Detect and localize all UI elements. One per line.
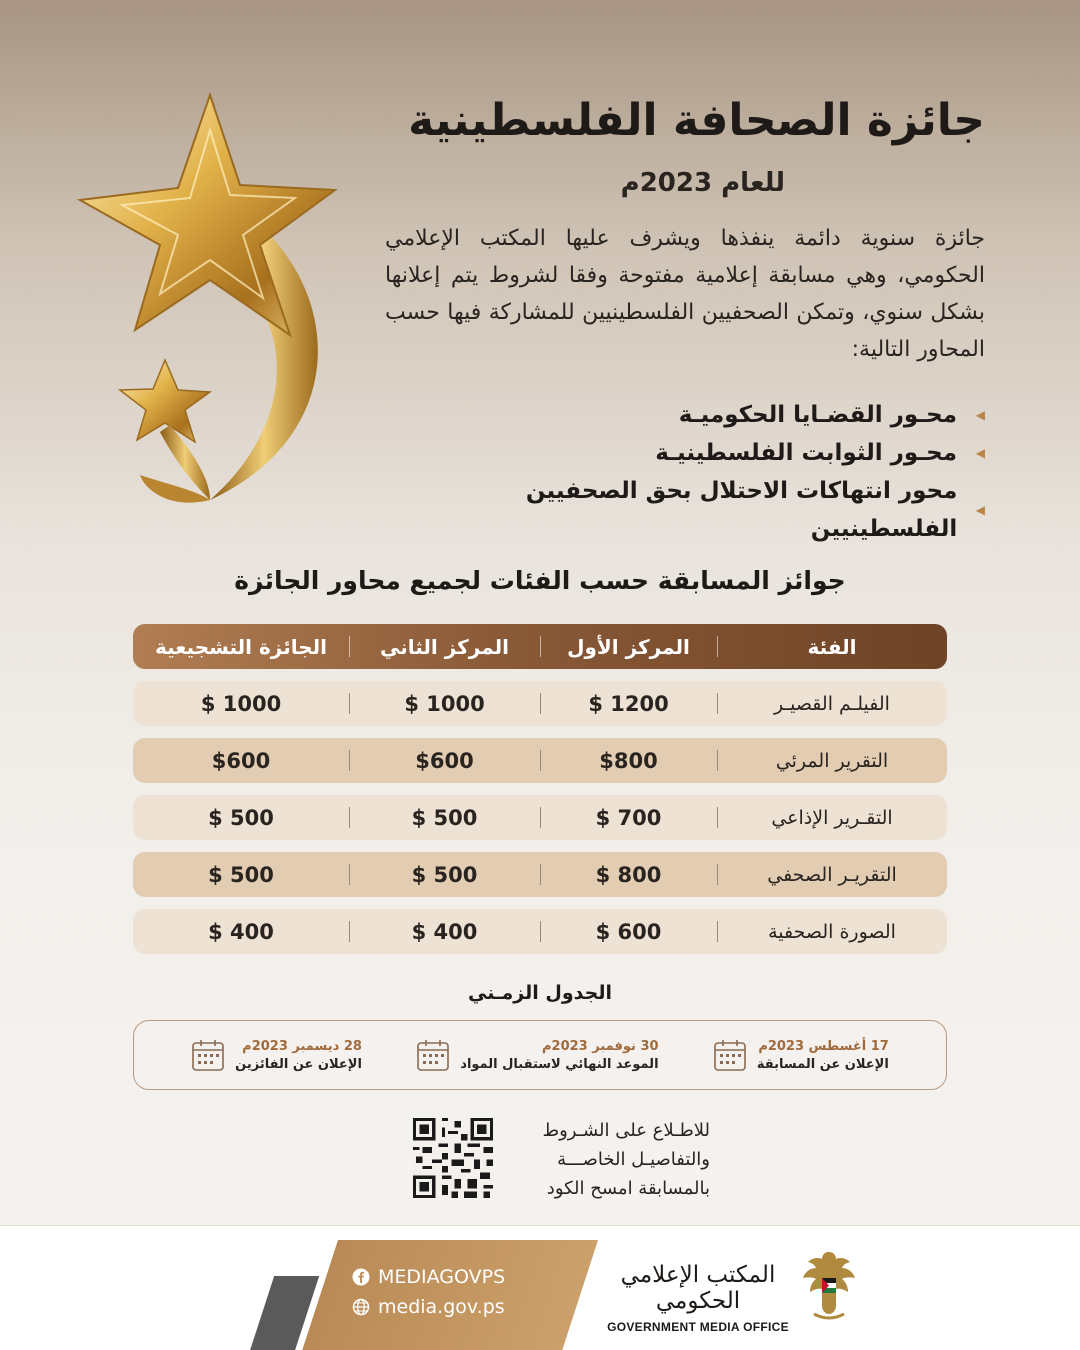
org-name-english: GOVERNMENT MEDIA OFFICE	[607, 1320, 789, 1334]
timeline-label: الإعلان عن الفائزين	[235, 1056, 362, 1072]
first-place-cell: $ 700	[540, 795, 717, 840]
first-place-cell: $ 600	[540, 909, 717, 954]
axis-item: ◀ محـور الثوابت الفلسطينيـة	[385, 434, 985, 472]
org-logo-text	[603, 1262, 793, 1334]
website-url: media.gov.ps	[378, 1296, 505, 1318]
timeline-label: الإعلان عن المسابقة	[756, 1056, 889, 1072]
timeline-item	[191, 1038, 362, 1072]
first-place-cell: $ 1200	[540, 681, 717, 726]
timeline-item	[713, 1038, 889, 1072]
timeline-item	[416, 1038, 658, 1072]
category-cell: الصورة الصحفية	[717, 909, 947, 954]
facebook-link[interactable]	[352, 1262, 505, 1292]
axes-list	[385, 396, 985, 548]
timeline-label: الموعد النهائي لاستقبال المواد	[460, 1056, 659, 1072]
gold-stars-graphic	[60, 80, 360, 520]
axis-item: ◀ محـور القضـايا الحكوميـة	[385, 396, 985, 434]
first-place-cell: $800	[540, 738, 717, 783]
encouragement-cell: $600	[211, 748, 271, 773]
axis-item: ◀ محور انتهاكات الاحتلال بحق الصحفيين الفلسطينيين	[525, 478, 985, 542]
first-place-cell: $ 800	[540, 852, 717, 897]
second-place-cell: $ 1000	[349, 681, 540, 726]
column-header: المركز الثاني	[349, 624, 540, 669]
social-links	[352, 1262, 505, 1322]
timeline-date: 28 ديسمبر 2023م	[242, 1038, 362, 1054]
timeline-box	[133, 1020, 947, 1090]
website-link[interactable]	[352, 1292, 505, 1322]
table-row	[133, 852, 947, 897]
table-row	[133, 795, 947, 840]
column-header: الفئة	[717, 624, 947, 669]
calendar-icon	[416, 1038, 450, 1072]
social-handle: MEDIAGOVPS	[378, 1266, 506, 1288]
calendar-icon	[191, 1038, 225, 1072]
encouragement-cell: $ 500	[208, 862, 274, 887]
table-header	[133, 624, 947, 669]
triangle-bullet-icon: ◀	[975, 446, 985, 460]
prizes-table	[133, 624, 947, 954]
category-cell: التقـرير الإذاعي	[717, 795, 947, 840]
category-cell: الفيلـم القصيـر	[717, 681, 947, 726]
table-row	[133, 738, 947, 783]
second-place-cell: $ 500	[349, 795, 540, 840]
page-subtitle: للعام 2023م	[620, 168, 785, 198]
calendar-icon	[713, 1038, 747, 1072]
table-row	[133, 909, 947, 954]
encouragement-cell: $ 400	[208, 919, 274, 944]
timeline-date: 30 نوفمبر 2023م	[542, 1038, 659, 1054]
org-name-arabic: المكتب الإعلامي الحكومي	[620, 1262, 776, 1314]
encouragement-cell: $ 1000	[200, 691, 282, 716]
intro-paragraph: جائزة سنوية دائمة ينفذها ويشرف عليها المكتب الإعلامي الحكومي، وهي مسابقة إعلامية مفتوحة وفقا لشروط يتم إعلانها بشكل سنوي، وتمكن الصحفيين الفلسطينيين للمشاركة فيها حسب المحاور التالية:	[385, 226, 985, 362]
eagle-emblem-icon	[800, 1248, 858, 1324]
column-header: الجائزة التشجيعية	[154, 634, 328, 659]
triangle-bullet-icon: ◀	[975, 503, 985, 517]
category-cell: التقرير المرئي	[717, 738, 947, 783]
facebook-icon	[352, 1268, 370, 1286]
column-header: المركز الأول	[540, 624, 717, 669]
timeline-heading: الجدول الزمـني	[468, 982, 612, 1004]
timeline-date: 17 أغسطس 2023م	[758, 1038, 889, 1054]
triangle-bullet-icon: ◀	[975, 408, 985, 422]
prizes-heading: جوائز المسابقة حسب الفئات لجميع محاور الجائزة	[234, 566, 846, 595]
qr-instructions: للاطـلاع على الشـروط والتفاصيـل الخاصـــة بالمسابقة امسح الكود	[542, 1120, 710, 1199]
globe-icon	[352, 1298, 370, 1316]
table-row	[133, 681, 947, 726]
second-place-cell: $ 400	[349, 909, 540, 954]
footer	[0, 1225, 1080, 1350]
category-cell: التقريـر الصحفي	[717, 852, 947, 897]
second-place-cell: $600	[349, 738, 540, 783]
second-place-cell: $ 500	[349, 852, 540, 897]
page-title: جائزة الصحافة الفلسطينية	[408, 95, 985, 146]
qr-code[interactable]	[413, 1118, 493, 1198]
encouragement-cell: $ 500	[208, 805, 274, 830]
